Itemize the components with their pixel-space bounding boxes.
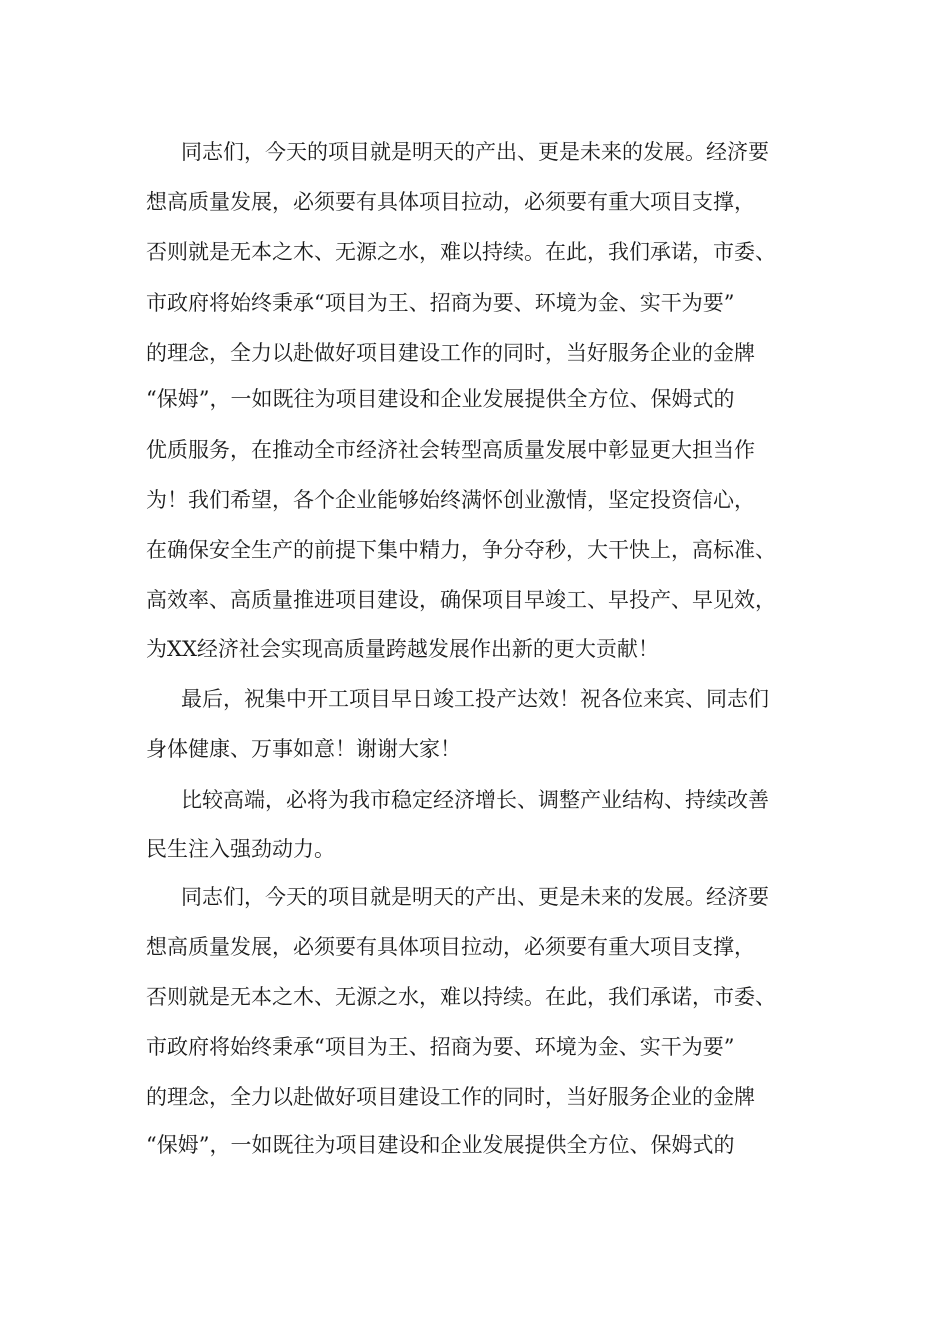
- paragraph-1-line-3: 否则就是无本之木、无源之水，难以持续。在此，我们承诺，市委、: [146, 240, 776, 264]
- paragraph-1-line-1: 同志们，今天的项目就是明天的产出、更是未来的发展。经济要: [181, 140, 769, 164]
- paragraph-4-line-1: 同志们，今天的项目就是明天的产出、更是未来的发展。经济要: [181, 885, 769, 909]
- paragraph-4-line-2: 想高质量发展，必须要有具体项目拉动，必须要有重大项目支撑，: [146, 935, 755, 959]
- paragraph-4-line-5: 的理念，全力以赴做好项目建设工作的同时，当好服务企业的金牌: [146, 1085, 755, 1109]
- paragraph-1-line-11: 为XX经济社会实现高质量跨越发展作出新的更大贡献！: [146, 637, 659, 661]
- paragraph-4-line-4: 市政府将始终秉承“项目为王、招商为要、环境为金、实干为要”: [146, 1035, 735, 1059]
- paragraph-1-line-6: “保姆”，一如既往为项目建设和企业发展提供全方位、保姆式的: [146, 387, 735, 411]
- paragraph-3-line-1: 比较高端，必将为我市稳定经济增长、调整产业结构、持续改善: [181, 788, 769, 812]
- paragraph-1-line-7: 优质服务，在推动全市经济社会转型高质量发展中彰显更大担当作: [146, 438, 755, 462]
- paragraph-1-line-5: 的理念，全力以赴做好项目建设工作的同时，当好服务企业的金牌: [146, 341, 755, 365]
- paragraph-3-line-2: 民生注入强劲动力。: [146, 837, 335, 861]
- paragraph-1-line-10: 高效率、高质量推进项目建设，确保项目早竣工、早投产、早见效，: [146, 588, 776, 612]
- paragraph-1-line-2: 想高质量发展，必须要有具体项目拉动，必须要有重大项目支撑，: [146, 190, 755, 214]
- paragraph-4-line-3: 否则就是无本之木、无源之水，难以持续。在此，我们承诺，市委、: [146, 985, 776, 1009]
- paragraph-1-line-4: 市政府将始终秉承“项目为王、招商为要、环境为金、实干为要”: [146, 291, 735, 315]
- paragraph-1-line-8: 为！我们希望，各个企业能够始终满怀创业激情，坚定投资信心，: [146, 488, 755, 512]
- paragraph-1-line-9: 在确保安全生产的前提下集中精力，争分夺秒，大干快上，高标准、: [146, 538, 776, 562]
- paragraph-4-line-6: “保姆”，一如既往为项目建设和企业发展提供全方位、保姆式的: [146, 1133, 735, 1157]
- paragraph-2-line-1: 最后，祝集中开工项目早日竣工投产达效！祝各位来宾、同志们: [181, 687, 769, 711]
- paragraph-2-line-2: 身体健康、万事如意！谢谢大家！: [146, 737, 461, 761]
